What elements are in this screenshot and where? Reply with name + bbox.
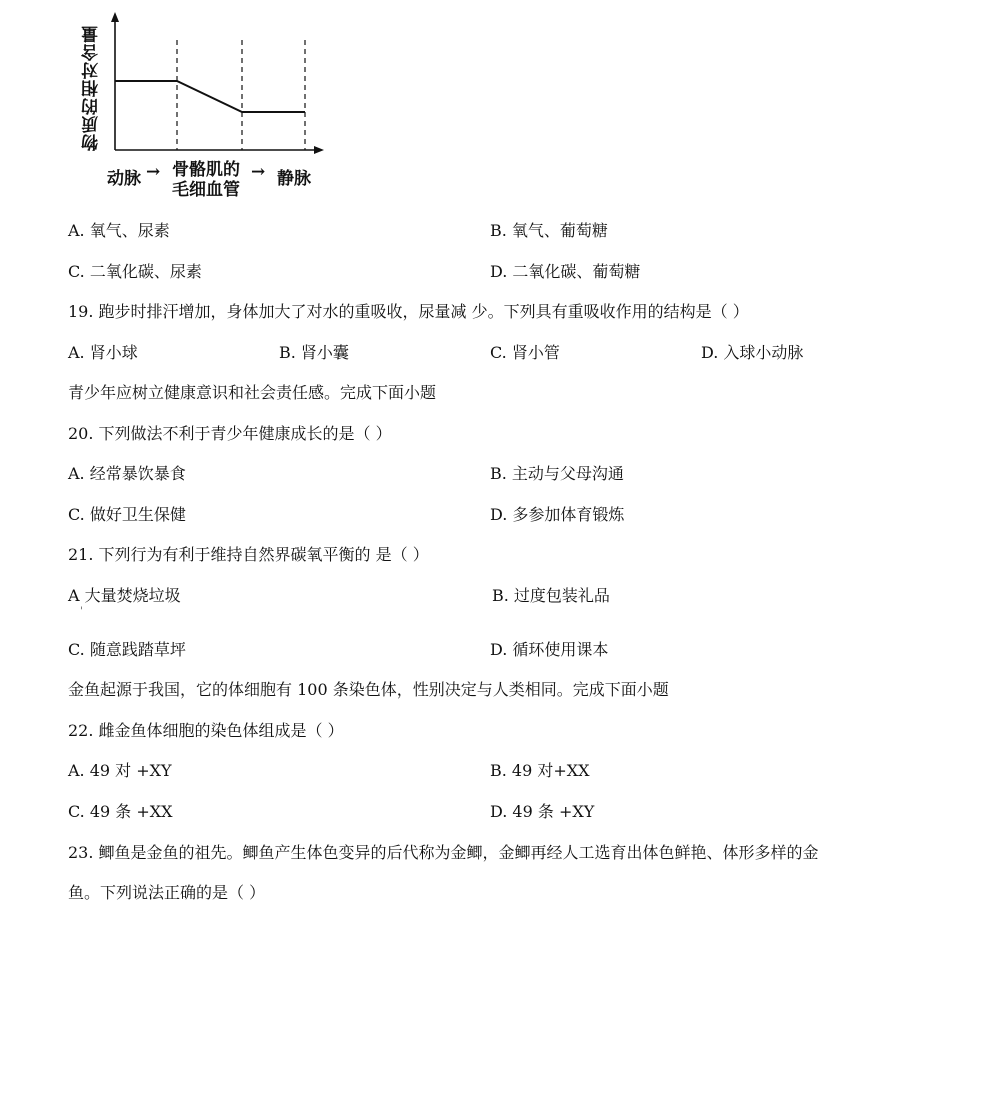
q21-option-b: B. 过度包装礼品 bbox=[492, 586, 610, 605]
q19-option-d: D. 入球小动脉 bbox=[701, 343, 804, 362]
x-axis-arrowhead bbox=[314, 146, 324, 154]
x-label-vein: 静脉 bbox=[277, 169, 311, 189]
q20-stem: 20. 下列做法不利于青少年健康成长的是（ ） bbox=[68, 424, 392, 443]
q18-option-d: D. 二氧化碳、葡萄糖 bbox=[490, 262, 641, 281]
q18-option-b: B. 氧气、葡萄糖 bbox=[490, 221, 608, 240]
q22-option-a: A. 49 对 +XY bbox=[68, 761, 172, 780]
intro-22: 金鱼起源于我国，它的体细胞有 100 条染色体，性别决定与人类相同。完成下面小题 bbox=[68, 680, 669, 699]
q19-option-a: A. 肾小球 bbox=[68, 343, 138, 362]
figure-y-label: 物质的相对含量 bbox=[82, 25, 102, 151]
q22-stem: 22. 雌金鱼体细胞的染色体组成是（ ） bbox=[68, 721, 344, 740]
q21-option-a: A 大量焚烧垃圾 bbox=[68, 586, 181, 605]
q22-option-c: C. 49 条 +XX bbox=[68, 802, 173, 821]
q21-option-d: D. 循环使用课本 bbox=[490, 640, 609, 659]
x-label-arrow-2: → bbox=[251, 162, 266, 182]
content-curve bbox=[115, 81, 305, 112]
stray-mark: ' bbox=[80, 606, 83, 617]
q22-option-d: D. 49 条 +XY bbox=[490, 802, 595, 821]
q21-stem: 21. 下列行为有利于维持自然界碳氧平衡的 是（ ） bbox=[68, 545, 429, 564]
q18-option-c: C. 二氧化碳、尿素 bbox=[68, 262, 202, 281]
q21-option-c: C. 随意践踏草坪 bbox=[68, 640, 186, 659]
y-axis-arrowhead bbox=[111, 12, 119, 22]
q20-option-c: C. 做好卫生保健 bbox=[68, 505, 186, 524]
x-label-artery: 动脉 bbox=[107, 169, 141, 189]
x-label-capillary-line2: 毛细血管 bbox=[172, 180, 240, 200]
q18-option-a: A. 氧气、尿素 bbox=[68, 221, 170, 240]
q23-stem-line1: 23. 鲫鱼是金鱼的祖先。鲫鱼产生体色变异的后代称为金鲫，金鲫再经人工选育出体色鲜艳、体形多样的金 bbox=[68, 843, 819, 862]
q19-stem: 19. 跑步时排汗增加，身体加大了对水的重吸收，尿量减 少。下列具有重吸收作用的结构是（ ） bbox=[68, 302, 749, 321]
q19-option-b: B. 肾小囊 bbox=[279, 343, 349, 362]
q23-stem-line2: 鱼。下列说法正确的是（ ） bbox=[68, 883, 266, 902]
q20-option-d: D. 多参加体育锻炼 bbox=[490, 505, 625, 524]
x-label-arrow-1: → bbox=[146, 162, 161, 182]
q20-option-a: A. 经常暴饮暴食 bbox=[68, 464, 186, 483]
q20-option-b: B. 主动与父母沟通 bbox=[490, 464, 624, 483]
q19-option-c: C. 肾小管 bbox=[490, 343, 560, 362]
x-label-capillary-line1: 骨骼肌的 bbox=[172, 160, 240, 180]
intro-20-21: 青少年应树立健康意识和社会责任感。完成下面小题 bbox=[68, 383, 437, 402]
q22-option-b: B. 49 对+XX bbox=[490, 761, 590, 780]
